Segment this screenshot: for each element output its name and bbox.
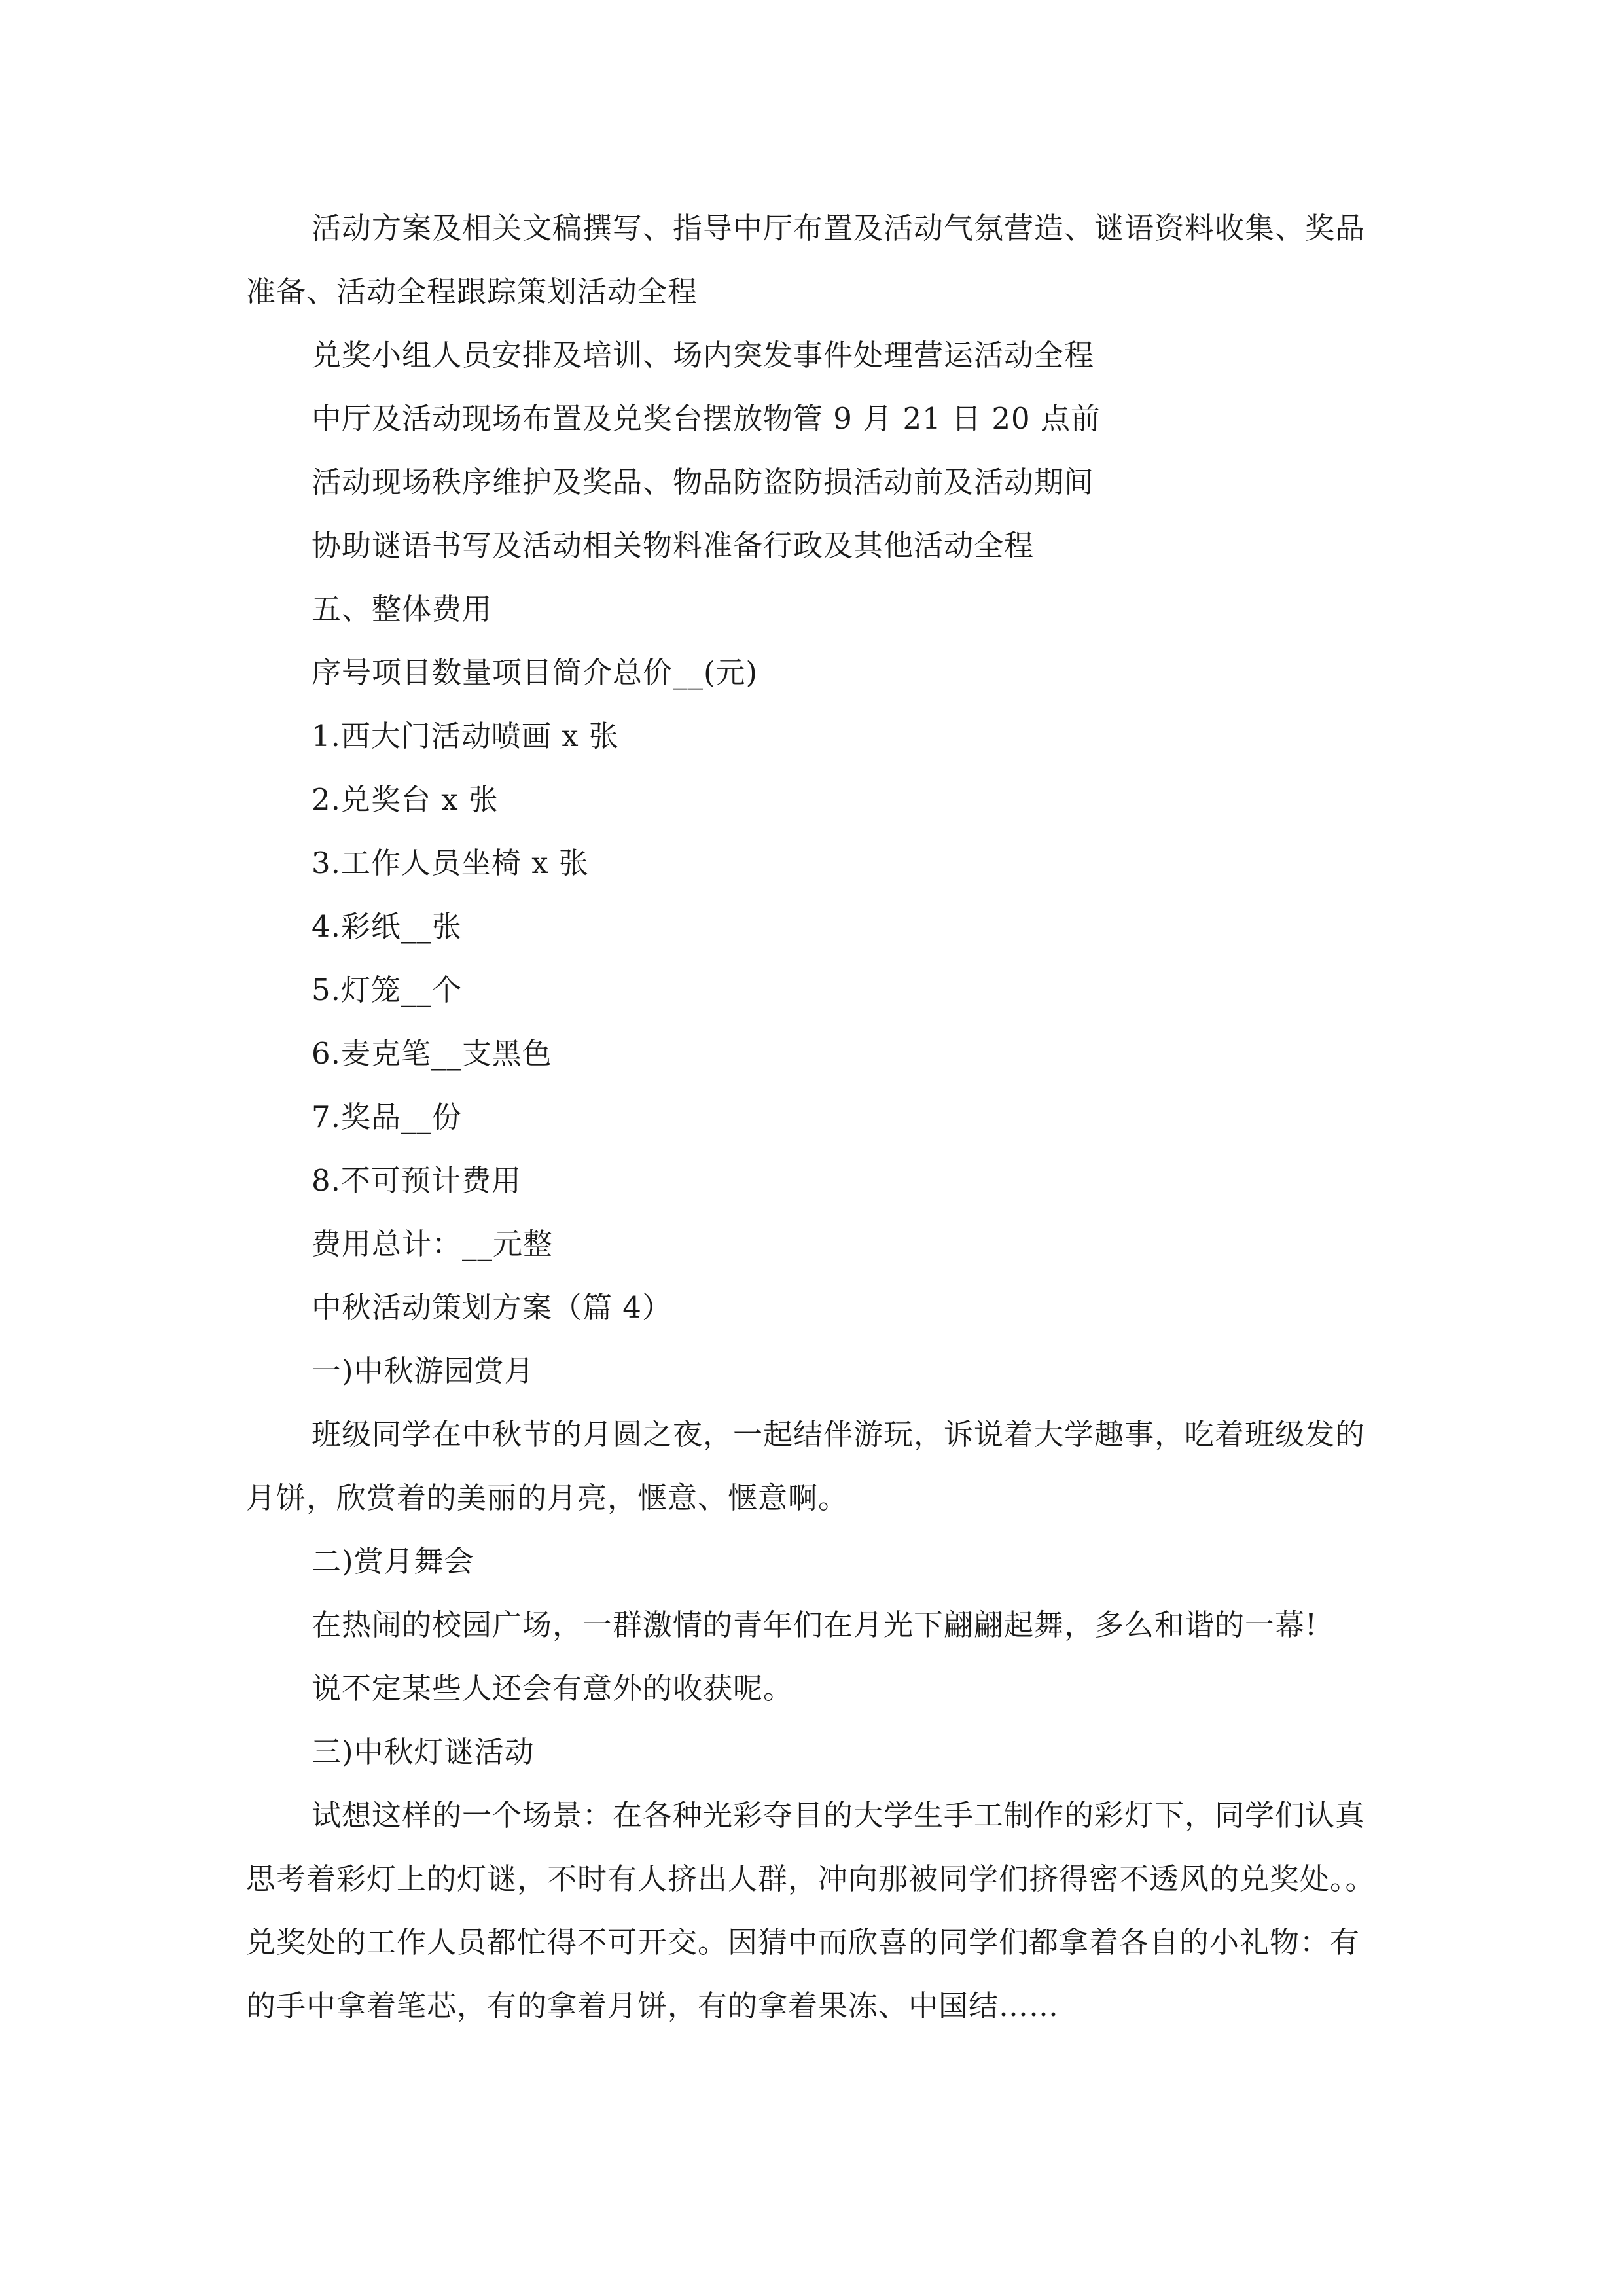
paragraph-moon-dance-2: 说不定某些人还会有意外的收获呢。 bbox=[312, 1671, 794, 1706]
cost-table-header: 序号项目数量项目简介总价__(元) bbox=[312, 655, 758, 690]
cost-item: 3.工作人员坐椅 x 张 bbox=[312, 846, 589, 880]
cost-item: 2.兑奖台 x 张 bbox=[312, 782, 499, 817]
subheading-garden-moon: 一)中秋游园赏月 bbox=[312, 1354, 535, 1388]
cost-item: 8.不可预计费用 bbox=[312, 1163, 522, 1198]
cost-total: 费用总计：__元整 bbox=[312, 1227, 554, 1261]
section-heading-total-cost: 五、整体费用 bbox=[312, 592, 493, 626]
paragraph-moon-dance: 在热闹的校园广场，一群激情的青年们在月光下翩翩起舞，多么和谐的一幕! bbox=[312, 1607, 1318, 1642]
paragraph-lantern-riddles: 试想这样的一个场景：在各种光彩夺目的大学生手工制作的彩灯下，同学们认真思考着彩灯上的灯谜，不时有人挤出人群，冲向那被同学们挤得密不透风的兑奖处。。兑奖处的工作人员都忙得不可开交。因猜中而欣喜的同学们都拿着各自的小礼物：有的手中拿着笔芯，有的拿着月饼，有的拿着果冻、中国结…… bbox=[246, 1798, 1376, 2023]
cost-item: 1.西大门活动喷画 x 张 bbox=[312, 719, 619, 753]
cost-item: 7.奖品__份 bbox=[312, 1100, 462, 1134]
cost-item: 5.灯笼__个 bbox=[312, 973, 462, 1007]
paragraph-hall-layout: 中厅及活动现场布置及兑奖台摆放物管 9 月 21 日 20 点前 bbox=[312, 401, 1101, 436]
paragraph-prize-team: 兑奖小组人员安排及培训、场内突发事件处理营运活动全程 bbox=[312, 338, 1095, 372]
subheading-lantern-riddles: 三)中秋灯谜活动 bbox=[312, 1734, 535, 1769]
cost-item: 6.麦克笔__支黑色 bbox=[312, 1036, 552, 1071]
paragraph-garden-moon: 班级同学在中秋节的月圆之夜，一起结伴游玩，诉说着大学趣事，吃着班级发的月饼，欣赏着的美丽的月亮，惬意、惬意啊。 bbox=[246, 1417, 1366, 1515]
plan-title-part-4: 中秋活动策划方案（篇 4） bbox=[312, 1290, 672, 1325]
paragraph-site-security: 活动现场秩序维护及奖品、物品防盗防损活动前及活动期间 bbox=[312, 465, 1095, 499]
cost-item: 4.彩纸__张 bbox=[312, 909, 462, 944]
paragraph-activity-plan-writing: 活动方案及相关文稿撰写、指导中厅布置及活动气氛营造、谜语资料收集、奖品准备、活动全程跟踪策划活动全程 bbox=[246, 211, 1366, 309]
paragraph-riddle-writing: 协助谜语书写及活动相关物料准备行政及其他活动全程 bbox=[312, 528, 1035, 563]
document-body bbox=[246, 196, 1385, 2037]
subheading-moon-dance: 二)赏月舞会 bbox=[312, 1544, 474, 1579]
